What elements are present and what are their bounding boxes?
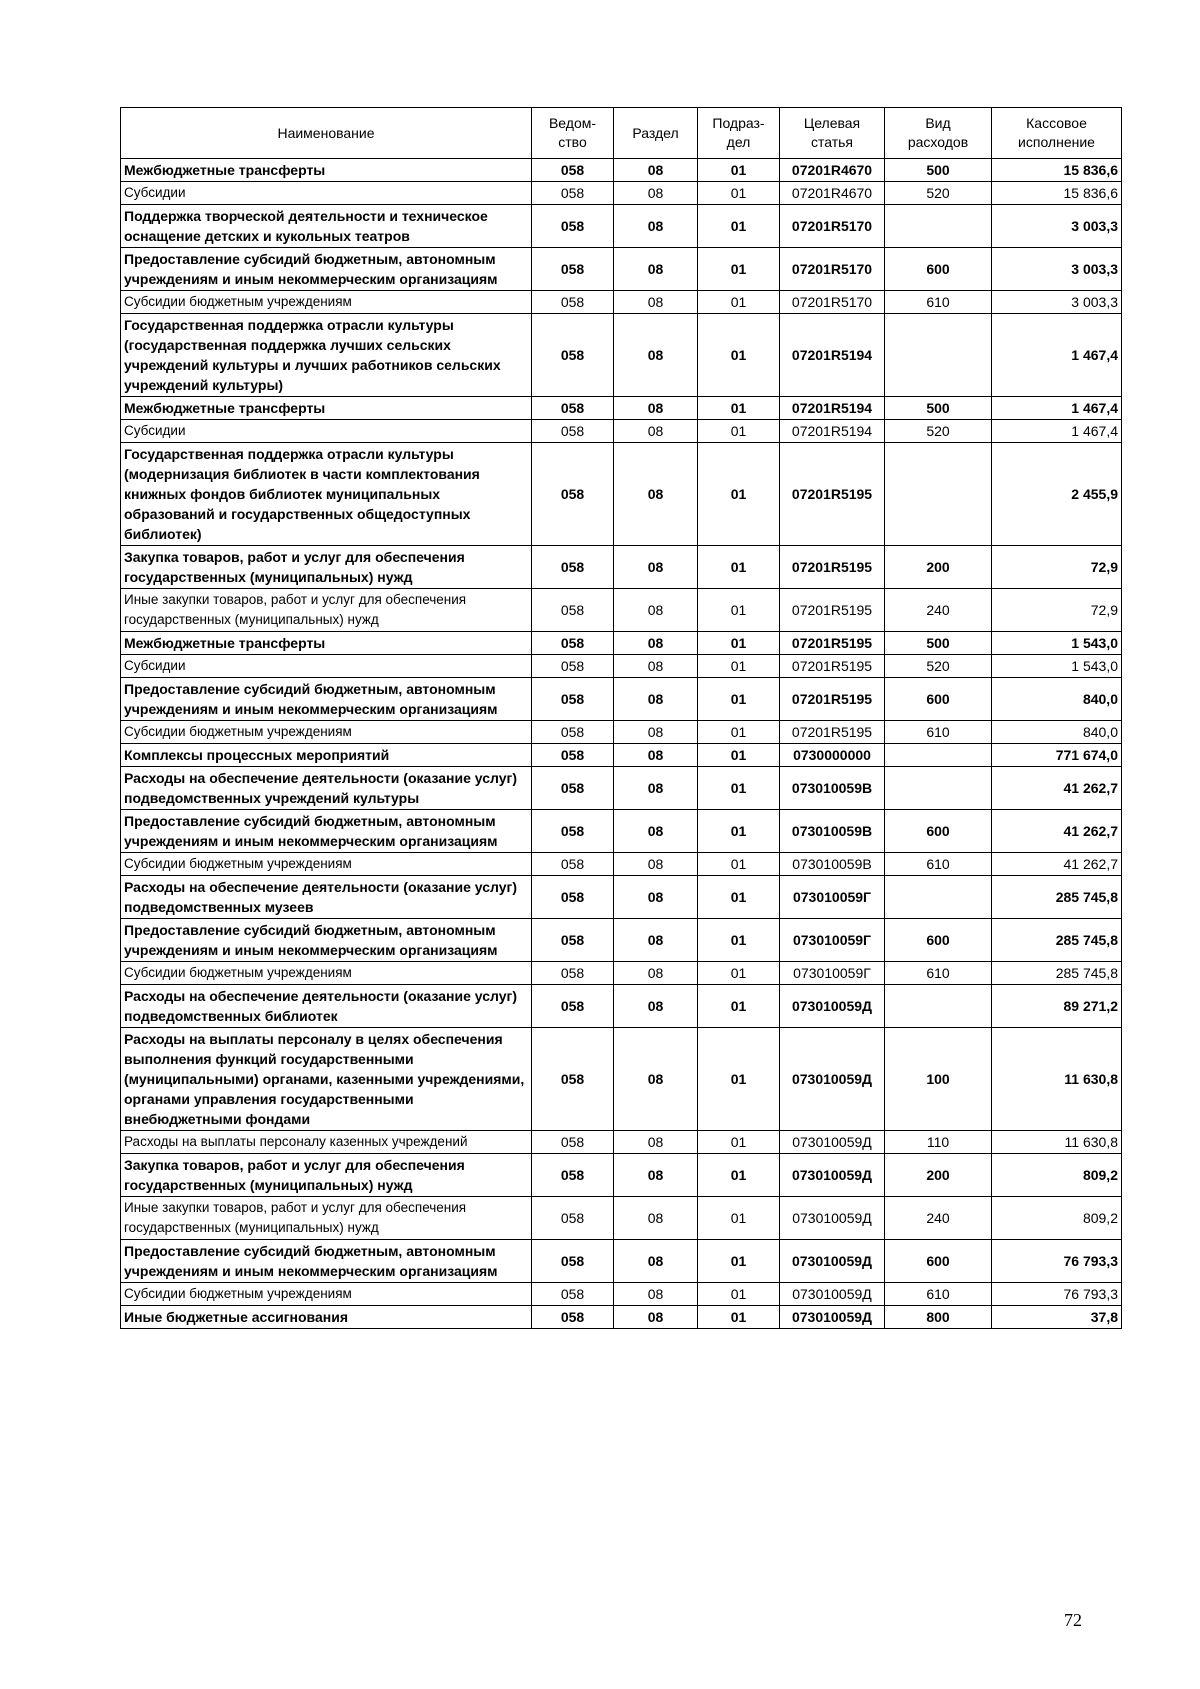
cell-execution: 1 467,4: [992, 397, 1122, 420]
cell-target: 07201R5170: [780, 205, 885, 248]
cell-target: 07201R5195: [780, 632, 885, 655]
cell-execution: 89 271,2: [992, 985, 1122, 1028]
cell-exp-type: 520: [885, 182, 992, 205]
cell-target: 073010059Д: [780, 1240, 885, 1283]
header-name: Наименование: [121, 108, 532, 159]
cell-section: 08: [614, 1028, 698, 1131]
cell-subsection: 01: [698, 744, 780, 767]
cell-exp-type: 500: [885, 397, 992, 420]
cell-subsection: 01: [698, 291, 780, 314]
cell-section: 08: [614, 721, 698, 744]
cell-subsection: 01: [698, 1197, 780, 1240]
cell-dept: 058: [532, 853, 614, 876]
cell-target: 07201R5194: [780, 314, 885, 397]
cell-exp-type: [885, 443, 992, 546]
cell-execution: 11 630,8: [992, 1028, 1122, 1131]
cell-target: 07201R5195: [780, 589, 885, 632]
cell-dept: 058: [532, 589, 614, 632]
cell-execution: 41 262,7: [992, 853, 1122, 876]
cell-dept: 058: [532, 1131, 614, 1154]
cell-exp-type: 600: [885, 919, 992, 962]
cell-execution: 41 262,7: [992, 810, 1122, 853]
cell-execution: 2 455,9: [992, 443, 1122, 546]
cell-name: Предоставление субсидий бюджетным, автономным учреждениям и иным некоммерческим организациям: [121, 1240, 532, 1283]
cell-name: Субсидии бюджетным учреждениям: [121, 721, 532, 744]
cell-subsection: 01: [698, 1283, 780, 1306]
cell-name: Субсидии бюджетным учреждениям: [121, 962, 532, 985]
cell-name: Субсидии: [121, 420, 532, 443]
cell-execution: 76 793,3: [992, 1240, 1122, 1283]
cell-target: 07201R5170: [780, 248, 885, 291]
cell-subsection: 01: [698, 589, 780, 632]
table-row: [121, 1197, 1122, 1240]
cell-exp-type: 110: [885, 1131, 992, 1154]
cell-subsection: 01: [698, 205, 780, 248]
cell-section: 08: [614, 248, 698, 291]
page-number: 72: [1064, 1610, 1082, 1630]
cell-section: 08: [614, 1197, 698, 1240]
table-row: [121, 767, 1122, 810]
table-row: [121, 853, 1122, 876]
cell-dept: 058: [532, 876, 614, 919]
cell-subsection: 01: [698, 314, 780, 397]
cell-exp-type: 610: [885, 721, 992, 744]
cell-dept: 058: [532, 678, 614, 721]
cell-target: 073010059Г: [780, 876, 885, 919]
cell-dept: 058: [532, 1283, 614, 1306]
cell-target: 073010059В: [780, 853, 885, 876]
cell-name: Субсидии бюджетным учреждениям: [121, 853, 532, 876]
cell-subsection: 01: [698, 1131, 780, 1154]
cell-section: 08: [614, 678, 698, 721]
cell-target: 07201R5194: [780, 420, 885, 443]
cell-exp-type: 600: [885, 810, 992, 853]
cell-exp-type: [885, 205, 992, 248]
cell-name: Иные закупки товаров, работ и услуг для обеспечения государственных (муниципальных) нужд: [121, 589, 532, 632]
cell-exp-type: 520: [885, 655, 992, 678]
cell-name: Межбюджетные трансферты: [121, 397, 532, 420]
cell-section: 08: [614, 589, 698, 632]
cell-target: 07201R5194: [780, 397, 885, 420]
cell-section: 08: [614, 919, 698, 962]
table-row: [121, 810, 1122, 853]
table-row: [121, 420, 1122, 443]
cell-exp-type: 100: [885, 1028, 992, 1131]
cell-name: Предоставление субсидий бюджетным, автономным учреждениям и иным некоммерческим организациям: [121, 810, 532, 853]
cell-subsection: 01: [698, 182, 780, 205]
cell-subsection: 01: [698, 1028, 780, 1131]
cell-exp-type: 600: [885, 248, 992, 291]
cell-section: 08: [614, 291, 698, 314]
cell-target: 07201R5170: [780, 291, 885, 314]
cell-name: Расходы на выплаты персоналу казенных учреждений: [121, 1131, 532, 1154]
cell-name: Расходы на выплаты персоналу в целях обеспечения выполнения функций государственными (муниципальными) органами, казенными учреждениями, органами управления государственными внебюджетными фондами: [121, 1028, 532, 1131]
table-row: [121, 443, 1122, 546]
cell-target: 073010059Д: [780, 1306, 885, 1329]
header-execution: Кассовое исполнение: [992, 108, 1122, 159]
cell-execution: 76 793,3: [992, 1283, 1122, 1306]
cell-execution: 1 467,4: [992, 420, 1122, 443]
cell-exp-type: [885, 767, 992, 810]
table-row: [121, 655, 1122, 678]
header-row: [121, 108, 1122, 159]
cell-section: 08: [614, 1283, 698, 1306]
header-section: Раздел: [614, 108, 698, 159]
cell-target: 073010059Д: [780, 1028, 885, 1131]
table-row: [121, 744, 1122, 767]
table-row: [121, 632, 1122, 655]
cell-dept: 058: [532, 1154, 614, 1197]
cell-section: 08: [614, 876, 698, 919]
table-body: [121, 159, 1122, 1329]
table-row: [121, 1240, 1122, 1283]
cell-execution: 771 674,0: [992, 744, 1122, 767]
cell-dept: 058: [532, 248, 614, 291]
table-row: [121, 397, 1122, 420]
cell-name: Расходы на обеспечение деятельности (оказание услуг) подведомственных музеев: [121, 876, 532, 919]
cell-subsection: 01: [698, 721, 780, 744]
cell-execution: 3 003,3: [992, 205, 1122, 248]
cell-target: 073010059В: [780, 767, 885, 810]
cell-section: 08: [614, 546, 698, 589]
cell-dept: 058: [532, 744, 614, 767]
table-row: [121, 1131, 1122, 1154]
cell-section: 08: [614, 443, 698, 546]
cell-exp-type: 610: [885, 291, 992, 314]
cell-subsection: 01: [698, 1306, 780, 1329]
cell-execution: 37,8: [992, 1306, 1122, 1329]
cell-name: Межбюджетные трансферты: [121, 159, 532, 182]
cell-dept: 058: [532, 314, 614, 397]
cell-section: 08: [614, 1154, 698, 1197]
cell-target: 07201R5195: [780, 546, 885, 589]
cell-name: Предоставление субсидий бюджетным, автономным учреждениям и иным некоммерческим организациям: [121, 919, 532, 962]
cell-exp-type: [885, 314, 992, 397]
cell-dept: 058: [532, 397, 614, 420]
cell-execution: 840,0: [992, 678, 1122, 721]
table-row: [121, 1306, 1122, 1329]
cell-section: 08: [614, 810, 698, 853]
cell-section: 08: [614, 1131, 698, 1154]
cell-section: 08: [614, 962, 698, 985]
table-row: [121, 721, 1122, 744]
table-row: [121, 546, 1122, 589]
cell-exp-type: 610: [885, 853, 992, 876]
cell-name: Иные закупки товаров, работ и услуг для обеспечения государственных (муниципальных) нужд: [121, 1197, 532, 1240]
cell-execution: 15 836,6: [992, 182, 1122, 205]
header-dept: Ведом- ство: [532, 108, 614, 159]
cell-section: 08: [614, 1306, 698, 1329]
cell-target: 073010059Г: [780, 919, 885, 962]
cell-section: 08: [614, 767, 698, 810]
cell-dept: 058: [532, 546, 614, 589]
cell-dept: 058: [532, 767, 614, 810]
cell-name: Закупка товаров, работ и услуг для обеспечения государственных (муниципальных) нужд: [121, 546, 532, 589]
cell-section: 08: [614, 1240, 698, 1283]
cell-section: 08: [614, 744, 698, 767]
cell-section: 08: [614, 205, 698, 248]
cell-dept: 058: [532, 159, 614, 182]
cell-subsection: 01: [698, 397, 780, 420]
cell-target: 073010059Д: [780, 985, 885, 1028]
table-row: [121, 876, 1122, 919]
cell-section: 08: [614, 397, 698, 420]
header-target: Целевая статья: [780, 108, 885, 159]
cell-dept: 058: [532, 962, 614, 985]
table-row: [121, 205, 1122, 248]
cell-target: 073010059Г: [780, 962, 885, 985]
cell-dept: 058: [532, 632, 614, 655]
cell-exp-type: 500: [885, 632, 992, 655]
table-row: [121, 919, 1122, 962]
table-row: [121, 589, 1122, 632]
cell-name: Государственная поддержка отрасли культуры (государственная поддержка лучших сельских учреждений культуры и лучших работников сельских учреждений культуры): [121, 314, 532, 397]
cell-dept: 058: [532, 420, 614, 443]
table-row: [121, 1154, 1122, 1197]
cell-subsection: 01: [698, 767, 780, 810]
header-subsection: Подраз- дел: [698, 108, 780, 159]
cell-name: Субсидии бюджетным учреждениям: [121, 1283, 532, 1306]
cell-name: Предоставление субсидий бюджетным, автономным учреждениям и иным некоммерческим организациям: [121, 678, 532, 721]
cell-section: 08: [614, 853, 698, 876]
cell-section: 08: [614, 632, 698, 655]
cell-name: Субсидии: [121, 655, 532, 678]
cell-subsection: 01: [698, 985, 780, 1028]
cell-name: Расходы на обеспечение деятельности (оказание услуг) подведомственных библиотек: [121, 985, 532, 1028]
table-row: [121, 182, 1122, 205]
header-exp-type: Вид расходов: [885, 108, 992, 159]
cell-execution: 41 262,7: [992, 767, 1122, 810]
cell-dept: 058: [532, 721, 614, 744]
cell-target: 07201R4670: [780, 182, 885, 205]
cell-exp-type: 610: [885, 962, 992, 985]
cell-exp-type: 200: [885, 1154, 992, 1197]
cell-target: 0730000000: [780, 744, 885, 767]
cell-section: 08: [614, 985, 698, 1028]
cell-subsection: 01: [698, 632, 780, 655]
cell-execution: 809,2: [992, 1154, 1122, 1197]
cell-subsection: 01: [698, 443, 780, 546]
cell-execution: 11 630,8: [992, 1131, 1122, 1154]
cell-exp-type: 600: [885, 1240, 992, 1283]
cell-subsection: 01: [698, 1154, 780, 1197]
cell-name: Расходы на обеспечение деятельности (оказание услуг) подведомственных учреждений культуры: [121, 767, 532, 810]
cell-execution: 840,0: [992, 721, 1122, 744]
cell-subsection: 01: [698, 248, 780, 291]
cell-target: 07201R5195: [780, 678, 885, 721]
cell-name: Иные бюджетные ассигнования: [121, 1306, 532, 1329]
cell-exp-type: [885, 744, 992, 767]
table-row: [121, 985, 1122, 1028]
cell-section: 08: [614, 420, 698, 443]
cell-subsection: 01: [698, 420, 780, 443]
cell-execution: 285 745,8: [992, 962, 1122, 985]
cell-name: Субсидии бюджетным учреждениям: [121, 291, 532, 314]
cell-execution: 285 745,8: [992, 919, 1122, 962]
cell-section: 08: [614, 314, 698, 397]
cell-target: 073010059Д: [780, 1154, 885, 1197]
cell-target: 073010059В: [780, 810, 885, 853]
cell-dept: 058: [532, 182, 614, 205]
cell-name: Комплексы процессных мероприятий: [121, 744, 532, 767]
cell-subsection: 01: [698, 655, 780, 678]
table-row: [121, 159, 1122, 182]
cell-target: 073010059Д: [780, 1131, 885, 1154]
cell-execution: 1 543,0: [992, 655, 1122, 678]
cell-execution: 72,9: [992, 546, 1122, 589]
cell-subsection: 01: [698, 853, 780, 876]
cell-target: 07201R5195: [780, 443, 885, 546]
cell-dept: 058: [532, 1240, 614, 1283]
cell-name: Межбюджетные трансферты: [121, 632, 532, 655]
cell-name: Государственная поддержка отрасли культуры (модернизация библиотек в части комплектования книжных фондов библиотек муниципальных образований и государственных общедоступных библиотек): [121, 443, 532, 546]
cell-subsection: 01: [698, 678, 780, 721]
cell-name: Субсидии: [121, 182, 532, 205]
cell-target: 07201R4670: [780, 159, 885, 182]
budget-execution-table: [120, 107, 1122, 1329]
cell-subsection: 01: [698, 962, 780, 985]
cell-section: 08: [614, 159, 698, 182]
cell-dept: 058: [532, 1197, 614, 1240]
cell-name: Предоставление субсидий бюджетным, автономным учреждениям и иным некоммерческим организациям: [121, 248, 532, 291]
cell-name: Закупка товаров, работ и услуг для обеспечения государственных (муниципальных) нужд: [121, 1154, 532, 1197]
cell-target: 07201R5195: [780, 655, 885, 678]
table-header: [121, 108, 1122, 159]
cell-name: Поддержка творческой деятельности и техническое оснащение детских и кукольных театров: [121, 205, 532, 248]
cell-exp-type: 800: [885, 1306, 992, 1329]
table-row: [121, 248, 1122, 291]
cell-execution: 809,2: [992, 1197, 1122, 1240]
table-row: [121, 1028, 1122, 1131]
cell-section: 08: [614, 655, 698, 678]
table-row: [121, 291, 1122, 314]
cell-execution: 1 543,0: [992, 632, 1122, 655]
table-row: [121, 1283, 1122, 1306]
cell-dept: 058: [532, 1028, 614, 1131]
cell-dept: 058: [532, 985, 614, 1028]
cell-exp-type: 500: [885, 159, 992, 182]
cell-exp-type: 610: [885, 1283, 992, 1306]
cell-exp-type: 520: [885, 420, 992, 443]
cell-dept: 058: [532, 919, 614, 962]
cell-exp-type: [885, 876, 992, 919]
cell-execution: 285 745,8: [992, 876, 1122, 919]
table-row: [121, 678, 1122, 721]
cell-target: 073010059Д: [780, 1197, 885, 1240]
cell-subsection: 01: [698, 546, 780, 589]
table-row: [121, 314, 1122, 397]
cell-exp-type: [885, 985, 992, 1028]
cell-subsection: 01: [698, 919, 780, 962]
cell-dept: 058: [532, 205, 614, 248]
cell-execution: 15 836,6: [992, 159, 1122, 182]
cell-exp-type: 600: [885, 678, 992, 721]
cell-subsection: 01: [698, 159, 780, 182]
table-row: [121, 962, 1122, 985]
cell-execution: 3 003,3: [992, 248, 1122, 291]
cell-dept: 058: [532, 810, 614, 853]
cell-target: 07201R5195: [780, 721, 885, 744]
cell-execution: 1 467,4: [992, 314, 1122, 397]
cell-subsection: 01: [698, 1240, 780, 1283]
cell-dept: 058: [532, 655, 614, 678]
cell-section: 08: [614, 182, 698, 205]
cell-subsection: 01: [698, 876, 780, 919]
cell-execution: 72,9: [992, 589, 1122, 632]
cell-execution: 3 003,3: [992, 291, 1122, 314]
cell-exp-type: 200: [885, 546, 992, 589]
cell-dept: 058: [532, 291, 614, 314]
cell-target: 073010059Д: [780, 1283, 885, 1306]
cell-subsection: 01: [698, 810, 780, 853]
cell-exp-type: 240: [885, 589, 992, 632]
cell-exp-type: 240: [885, 1197, 992, 1240]
cell-dept: 058: [532, 1306, 614, 1329]
cell-dept: 058: [532, 443, 614, 546]
